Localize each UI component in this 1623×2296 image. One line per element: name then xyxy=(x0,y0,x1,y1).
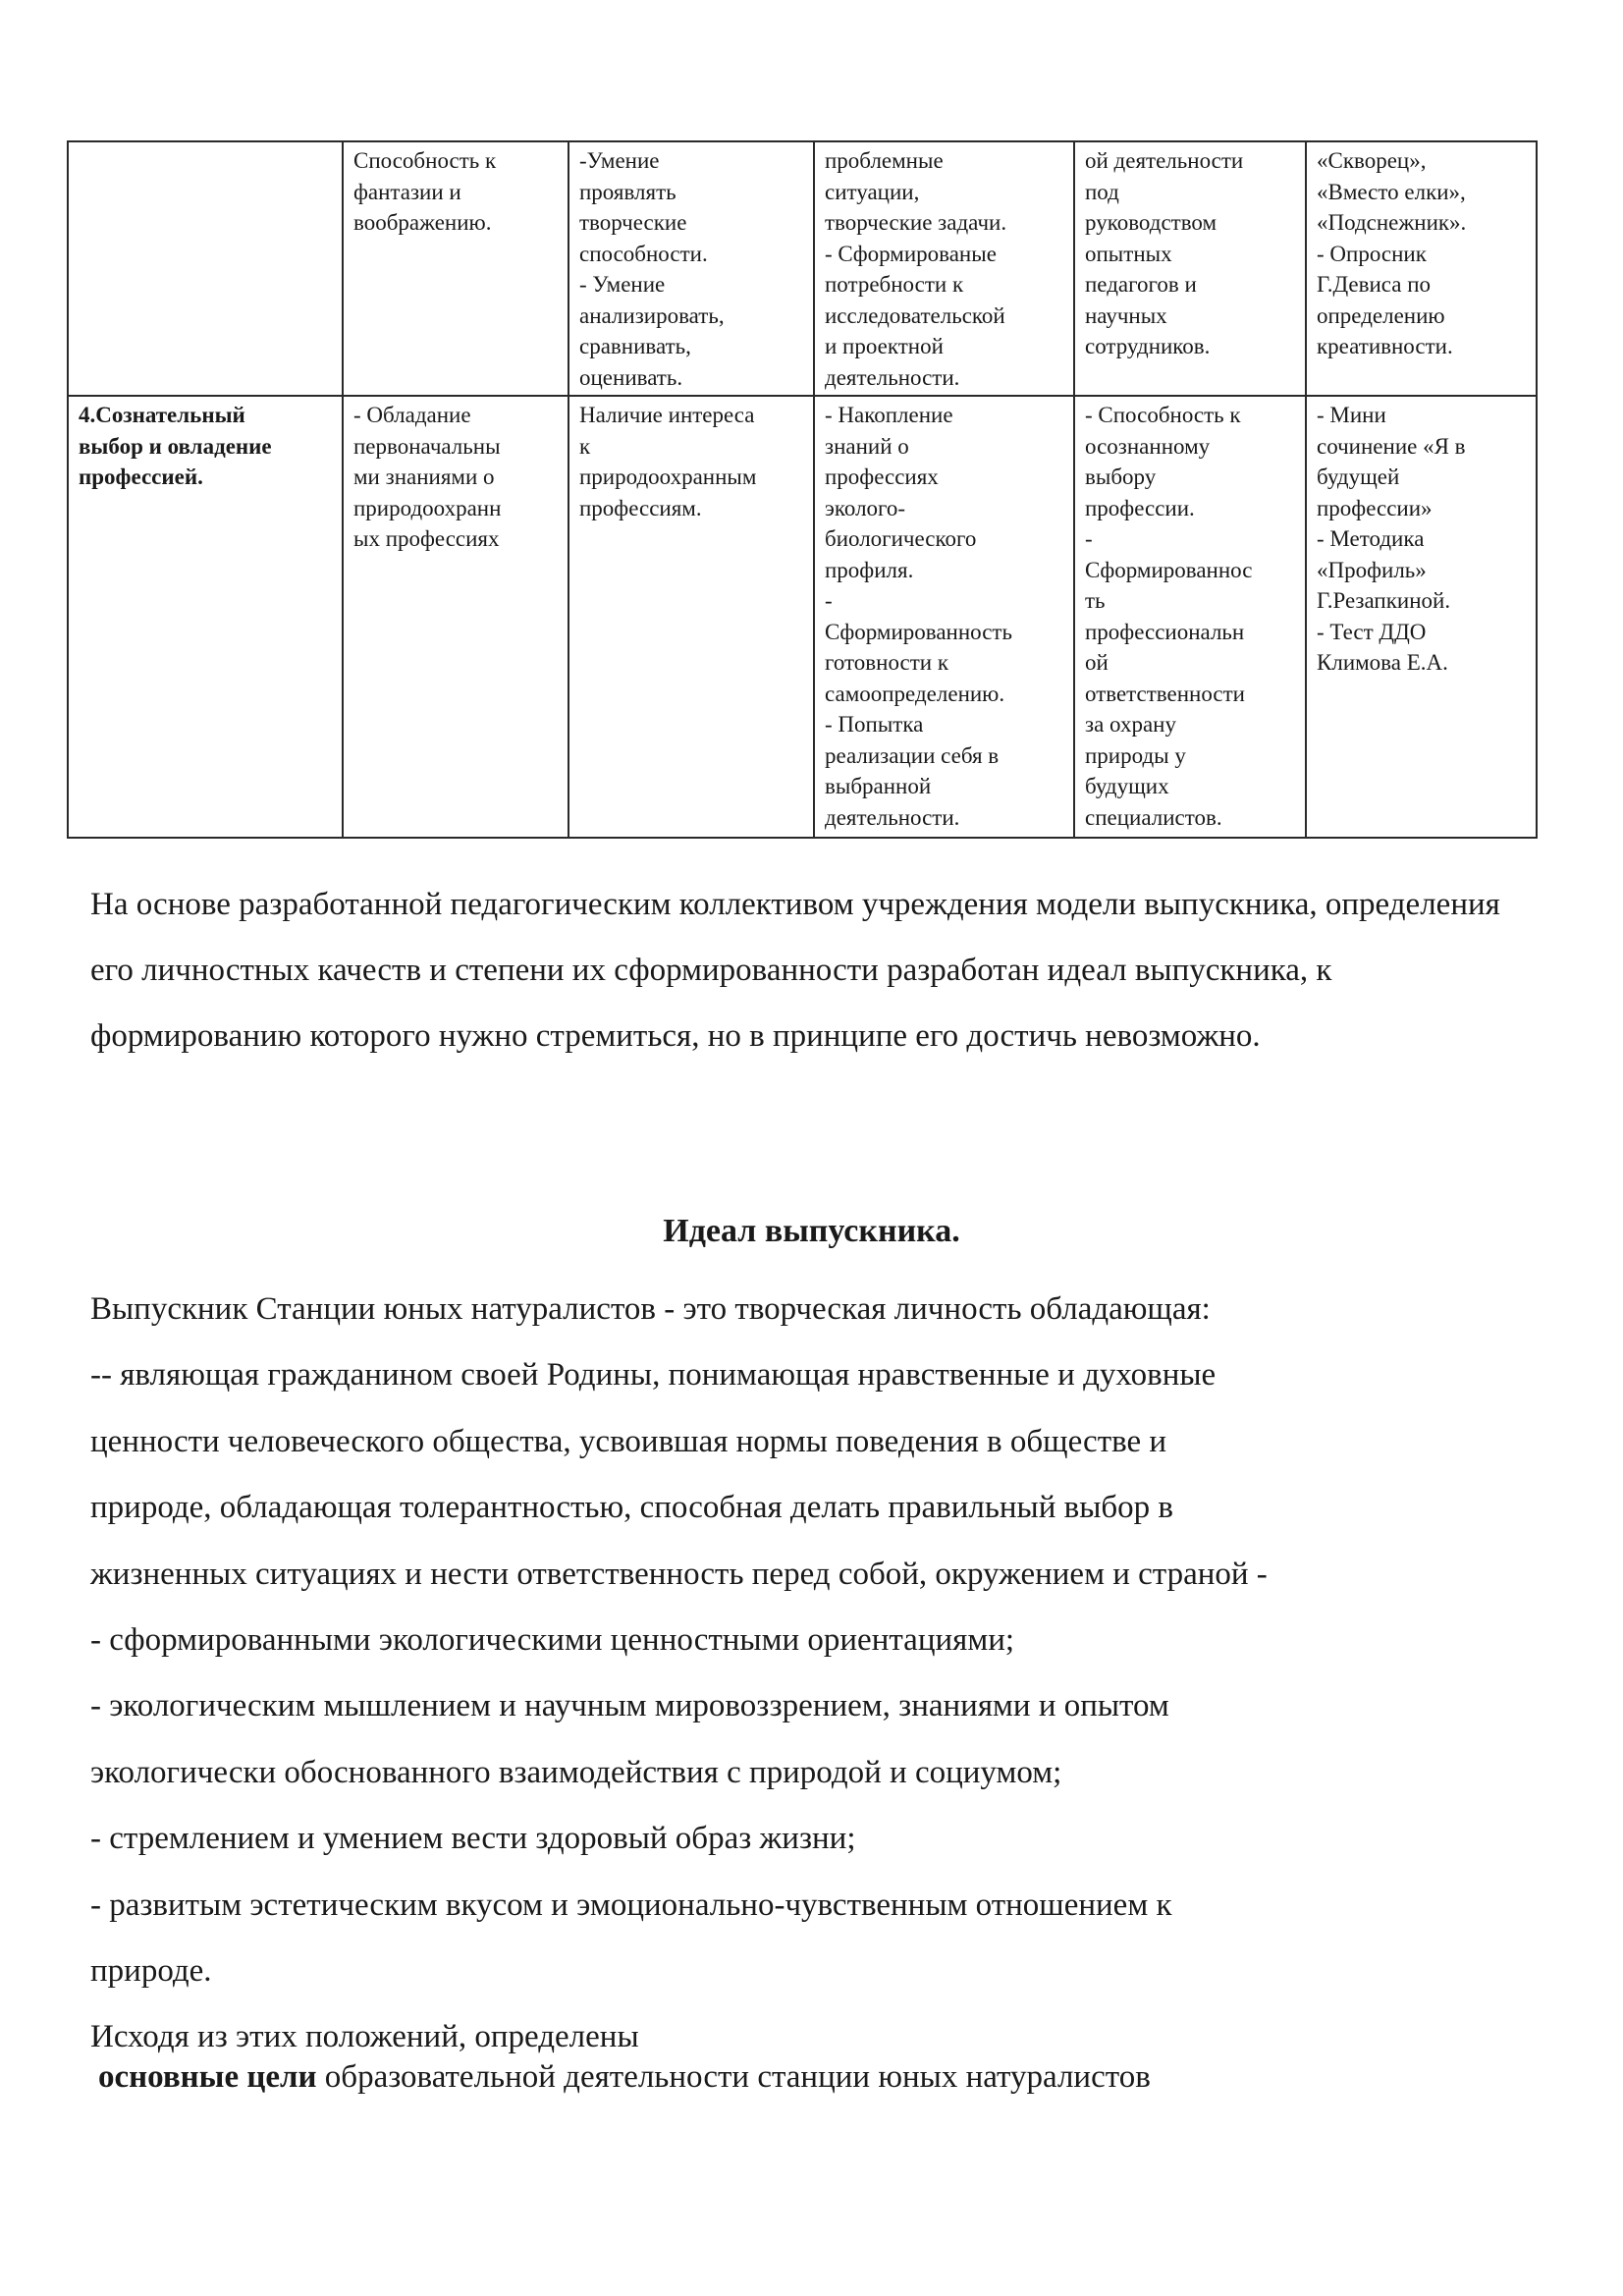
table-cell: - Обладание первоначальны ми знаниями о природоохранн ых профессиях xyxy=(343,396,568,838)
table-cell: Способность к фантазии и воображению. xyxy=(343,141,568,396)
text-line: ценности человеческого общества, усвоившая нормы поведения в обществе и xyxy=(90,1423,1167,1459)
goals-rest: образовательной деятельности станции юных натуралистов xyxy=(316,2059,1151,2095)
table-cell: проблемные ситуации, творческие задачи. - Сформированые потребности к исследовательской и проектной деятельности. xyxy=(814,141,1074,396)
criteria-table xyxy=(67,140,1538,839)
text-line: природе. xyxy=(90,1952,212,1989)
text-line: Выпускник Станции юных натуралистов - это творческая личность обладающая: xyxy=(90,1291,1211,1327)
table-cell: - Способность к осознанному выбору профессии. - Сформированнос ть профессиональн ой ответственности за охрану природы у будущих специалистов. xyxy=(1074,396,1306,838)
table-cell: Наличие интереса к природоохранным профессиям. xyxy=(568,396,814,838)
text-line: - сформированными экологическими ценностными ориентациями; xyxy=(90,1621,1015,1658)
table-cell-criterion: 4.Сознательный выбор и овладение профессией. xyxy=(68,396,343,838)
text-line: Исходя из этих положений, определены xyxy=(90,2019,639,2055)
section-heading: Идеал выпускника. xyxy=(663,1213,960,1249)
text-line: - развитым эстетическим вкусом и эмоционально-чувственным отношением к xyxy=(90,1886,1172,1923)
graduate-ideal-text xyxy=(90,1277,1553,2071)
text-line: экологически обоснованного взаимодействия с природой и социумом; xyxy=(90,1754,1062,1790)
goals-bold: основные цели xyxy=(98,2059,317,2095)
table-cell: -Умение проявлять творческие способности. - Умение анализировать, сравнивать, оценивать. xyxy=(568,141,814,396)
table-cell: «Скворец», «Вместо елки», «Подснежник». - Опросник Г.Девиса по определению креативности. xyxy=(1306,141,1537,396)
table-row xyxy=(68,141,1537,396)
intro-paragraph: На основе разработанной педагогическим коллективом учреждения модели выпускника, определения его личностных качеств и степени их сформированности разработан идеал выпускника, к формированию которого нужно стремиться, но в принципе его достичь невозможно. xyxy=(90,887,1500,1054)
text-line: - стремлением и умением вести здоровый образ жизни; xyxy=(90,1821,856,1857)
text-line: -- являющая гражданином своей Родины, понимающая нравственные и духовные xyxy=(90,1357,1217,1394)
table-cell: - Накопление знаний о профессиях эколого- биологического профиля. - Сформированность готовности к самоопределению. - Попытка реализации себя в выбранной деятельности. xyxy=(814,396,1074,838)
table-cell: - Мини сочинение «Я в будущей профессии» - Методика «Профиль» Г.Резапкиной. - Тест ДДО Климова Е.А. xyxy=(1306,396,1537,838)
text-line: природе, обладающая толерантностью, способная делать правильный выбор в xyxy=(90,1490,1174,1526)
text-line: жизненных ситуациях и нести ответственность перед собой, окружением и страной - xyxy=(90,1556,1268,1592)
text-line: - экологическим мышлением и научным мировоззрением, знаниями и опытом xyxy=(90,1688,1169,1724)
table-row xyxy=(68,396,1537,838)
table-cell: ой деятельности под руководством опытных педагогов и научных сотрудников. xyxy=(1074,141,1306,396)
table-cell xyxy=(68,141,343,396)
goals-line xyxy=(98,2059,1151,2096)
